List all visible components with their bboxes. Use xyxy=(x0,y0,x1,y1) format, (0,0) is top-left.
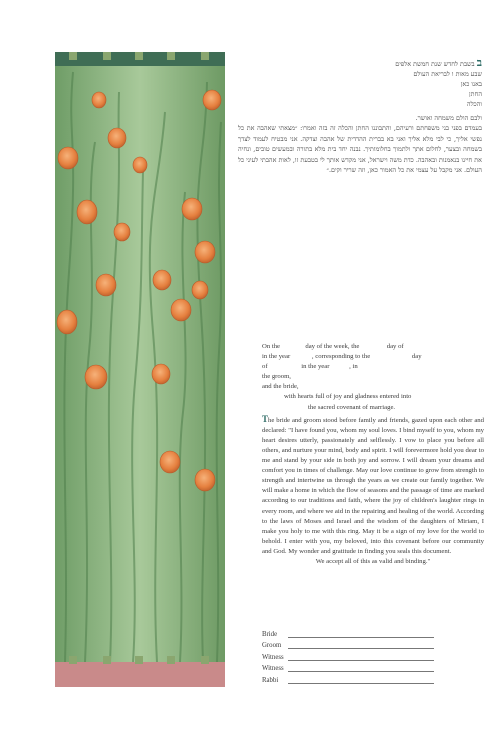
english-line: day of the week, the xyxy=(305,343,360,350)
signature-line xyxy=(288,630,434,638)
bottom-band xyxy=(55,662,225,687)
signature-line xyxy=(288,653,434,661)
english-line: of xyxy=(262,363,268,371)
english-text xyxy=(262,342,484,567)
english-line: day of xyxy=(386,343,404,350)
hebrew-header-line1: בשבת לחדש שנת חמשת אלפים xyxy=(395,60,475,68)
hebrew-header-line2: שבע מאות ו לבריאת העולם xyxy=(413,70,482,78)
english-line: and the bride, xyxy=(262,383,299,391)
english-line: day xyxy=(411,353,422,361)
english-line: in the year xyxy=(301,363,330,371)
english-line: in the year xyxy=(262,353,291,361)
english-initial: T xyxy=(262,413,269,424)
hebrew-header-line4: החתן xyxy=(469,90,482,98)
signature-row-witness: Witness xyxy=(262,649,434,661)
english-line: , corresponding to the xyxy=(311,353,371,361)
hebrew-header-line5: והכלה xyxy=(466,100,482,108)
hebrew-paragraph: ולבם הולם משמחה ואושר. xyxy=(415,114,482,122)
floral-illustration xyxy=(55,52,225,687)
english-line: the groom, xyxy=(262,373,291,381)
signature-block xyxy=(262,626,434,684)
signature-row-groom: Groom xyxy=(262,638,434,650)
hebrew-body xyxy=(238,113,482,175)
english-closing: We accept all of this as valid and binding." xyxy=(315,557,431,565)
signature-row-rabbi: Rabbi xyxy=(262,672,434,684)
hebrew-header xyxy=(238,58,482,109)
english-line: , in xyxy=(349,363,358,371)
english-body: he bride and groom stood before family and friends, gazed upon each other and declared: "I have found you, whom my soul loves. I bind myself to you, whom my heart desires utterly, passionately and selflessly. I vow to place you before all others, and nurture your mind, body and spirit. I will forevermore hold you dear to me and stand by your side in both joy and sorrow. I will dream your dreams and comfort you in times of challenge. May our love continue to grow from strength to strength and intertwine us through the years as we create our family together. We will make a home in which the flow of seasons and the passage of time are marked according to our traditions and faith, where the joy of children's laughter rings in every room, and where we aid in the repairing and healing of the world. According to the laws of Moses and Israel and the wisdom of the daughters of Miriam, I make you holy to me with this ring. May it be a sign of my love for the world to behold. I enter with you, my beloved, into this covenant before our community and God. My wonder and gratitude in finding you seals this document. xyxy=(262,416,484,555)
english-line: the sacred covenant of marriage. xyxy=(308,403,396,411)
hebrew-header-line3: באנו כאן xyxy=(460,80,482,88)
english-line: On the xyxy=(262,343,281,350)
signature-line xyxy=(288,641,434,649)
hebrew-paragraph: בעמדם בפני בני משפחתם ורעיהם, והתבוננו החתן והכלה זה בזה ואמרו: ״מצאתי שאהבה את כל נפשי אליך, כי לבי מלא אליך ואני בא בברית ההדדית של אהבה וצדקה. אני מבטיח לעמוד לצדך בשמחה ובצער, לחלום אתך ולתמוך בחלומותיך. נבנה יחד בית מלא בתורה ובמעשים טובים, ונחיה את חיינו בנאמנות ובאהבה. כדת משה וישראל, אני מקדש אותך לי בטבעת זו, לאות אהבתי לעיני כל העולם. אני מקבל על עצמי את כל האמור כאן, וזה שריר וקים.״ xyxy=(238,124,482,175)
signature-line xyxy=(288,664,434,672)
signature-row-witness: Witness xyxy=(262,661,434,673)
signature-row-bride: Bride xyxy=(262,626,434,638)
english-line: with hearts full of joy and gladness entered into xyxy=(284,393,412,401)
text-column xyxy=(238,58,482,175)
signature-line xyxy=(288,676,434,684)
hebrew-initial: ב xyxy=(476,58,482,69)
